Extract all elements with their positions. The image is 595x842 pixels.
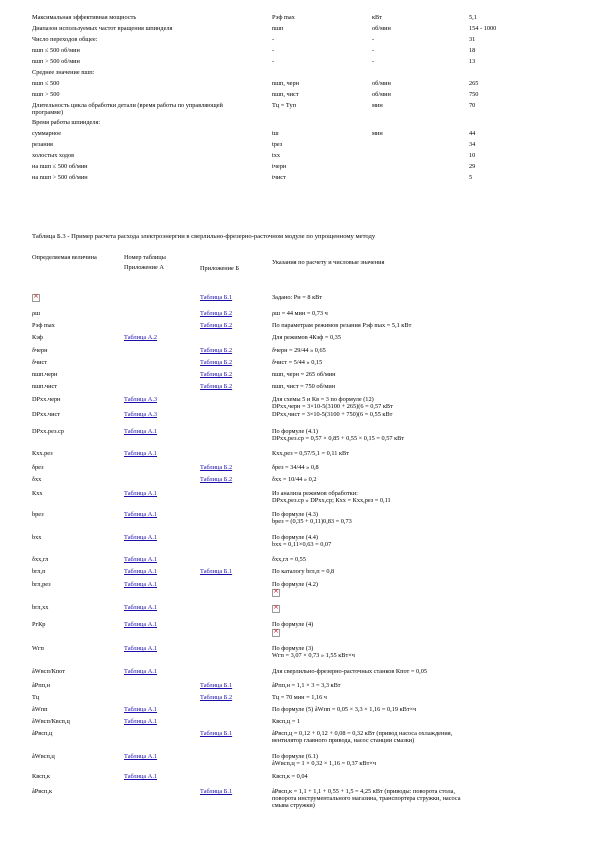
param-name: резания: [32, 141, 53, 148]
table-ref-appendix-a[interactable]: Таблица А.1: [124, 753, 158, 760]
instruction-line: По формуле (4.3): [272, 511, 318, 518]
instruction-line: DPхх,рез.ср » DPхх,ср; Кхх = Кхх,рез = 0,11: [272, 497, 391, 505]
calc-instructions: [272, 511, 572, 525]
param-name: суммарное: [32, 130, 62, 137]
quantity-symbol: Кхх.рез: [32, 450, 53, 457]
table-ref-appendix-b[interactable]: Таблица Б.2: [200, 694, 233, 701]
calc-instructions: [272, 773, 572, 780]
broken-image-icon: [32, 294, 40, 302]
instruction-line: По формуле (6.1): [272, 753, 318, 760]
table-ref-appendix-a[interactable]: Таблица А.1: [124, 604, 158, 611]
instruction-line: nшп, чист = 750 об/мин: [272, 383, 336, 390]
table-ref-appendix-b[interactable]: Таблица Б.1: [200, 568, 233, 575]
param-name: nшп ≤ 500 об/мин: [32, 47, 80, 54]
quantity-symbol: åWвсп/Квсп,ц: [32, 718, 70, 725]
instruction-line: δрез = 34/44 » 0,8: [272, 464, 319, 471]
param-name: на nшп > 500 об/мин: [32, 174, 88, 181]
param-unit: мин: [372, 102, 383, 109]
calc-instructions: [272, 383, 572, 390]
instruction-line: Квсп,к = 0,04: [272, 773, 308, 780]
param-value: 44: [469, 130, 476, 137]
param-name: на nшп ≤ 500 об/мин: [32, 163, 88, 170]
param-value: 29: [469, 163, 476, 170]
instruction-line: По формуле (4): [272, 621, 314, 628]
instruction-line: По формуле (5) åWпп = 0,05 × 3,3 × 1,16 = 0,19 кВт×ч: [272, 706, 417, 713]
calc-instructions: [272, 322, 572, 329]
instruction-line: DPхх,рез.ср = 0,57 × 0,85 + 0,55 × 0,15 = 0,57 кВт: [272, 435, 405, 443]
quantity-symbol: nшп.черн: [32, 371, 58, 378]
param-symbol: tрез: [272, 141, 283, 148]
instruction-line: nшп, черн = 265 об/мин: [272, 371, 336, 378]
instruction-line: Wгп = 3,07 × 0,73 » 1,55 кВт×ч: [272, 652, 355, 660]
quantity-symbol: åРвсп,ц: [32, 730, 53, 737]
param-value: 70: [469, 102, 476, 109]
header-quantity: Определяемая величина: [32, 254, 97, 261]
instruction-line: Задано: Рн = 8 кВт: [272, 294, 323, 301]
table-ref-appendix-b[interactable]: Таблица Б.2: [200, 476, 233, 483]
table-ref-appendix-b[interactable]: Таблица Б.1: [200, 730, 233, 737]
quantity-symbol: δхх: [32, 476, 42, 483]
table-ref-appendix-b[interactable]: Таблица Б.2: [200, 310, 233, 317]
header-appendix-b: [200, 265, 239, 272]
instruction-line: По каталогу bгл,п = 0,8: [272, 568, 335, 575]
param-name: Максимальная эффективная мощность: [32, 14, 137, 21]
instruction-line: По формуле (4.2): [272, 581, 318, 588]
quantity-symbol: åРвсп,к: [32, 788, 53, 795]
calc-instructions: [272, 490, 572, 504]
table-ref-appendix-a[interactable]: Таблица А.1: [124, 428, 158, 435]
calc-instructions: [272, 568, 572, 575]
calc-instructions: [272, 718, 572, 725]
table-b3-caption: Таблица Б.3 - Пример расчета расхода электроэнергии в сверлильно-фрезерно-расточном модуле по упрощенному методу: [32, 233, 376, 240]
quantity-symbol: åРпп,н: [32, 682, 50, 689]
param-unit: об/мин: [372, 91, 391, 98]
quantity-symbol: PгКр: [32, 621, 46, 628]
calc-instructions: [272, 534, 572, 548]
table-ref-appendix-a[interactable]: Таблица А.1: [124, 773, 158, 780]
quantity-symbol: DPхх.чист: [32, 411, 61, 418]
instruction-line: åРпп,н = 1,1 × 3 = 3,3 кВт: [272, 682, 341, 689]
param-name: Диапазон используемых частот вращения шпинделя: [32, 25, 173, 32]
calc-instructions: [272, 753, 572, 767]
calc-instructions: [272, 621, 572, 637]
instruction-line: По формуле (4.4): [272, 534, 318, 541]
quantity-symbol: bгл,рез: [32, 581, 51, 588]
param-symbol: nшп: [272, 25, 284, 32]
instruction-line: По формуле (3): [272, 645, 314, 652]
instruction-line: По формуле (4.1): [272, 428, 318, 435]
header-appendix-a-text: Приложение А: [124, 264, 164, 271]
param-name: nшп ≤ 500: [32, 80, 60, 87]
quantity-symbol: ρш: [32, 310, 40, 317]
broken-image-icon: [272, 629, 280, 637]
table-ref-appendix-b[interactable]: Таблица Б.2: [200, 383, 233, 390]
param-name: Длительность цикла обработки детали (время работы по управляющей программе): [32, 102, 223, 117]
quantity-symbol: DPхх.черн: [32, 396, 61, 403]
calc-instructions: [272, 347, 572, 354]
calc-instructions: [272, 396, 572, 410]
quantity-symbol: åWвсп/Кпот: [32, 668, 65, 675]
instruction-line: Для сверлильно-фрезерно-расточных станков Кпот = 0,05: [272, 668, 427, 675]
param-name: холостых ходов: [32, 152, 75, 159]
param-symbol: -: [272, 36, 275, 43]
quantity-image: [32, 294, 40, 302]
param-symbol: Тц = Туп: [272, 102, 296, 109]
instruction-line: bрез = (0,35 + 0,11)0,83 = 0,73: [272, 518, 352, 526]
table-ref-appendix-a[interactable]: Таблица А.1: [124, 645, 158, 652]
table-ref-appendix-b[interactable]: Таблица Б.1: [200, 294, 233, 301]
header-appendix-a: [124, 264, 164, 271]
calc-instructions: [272, 556, 572, 563]
table-ref-appendix-b[interactable]: Таблица Б.2: [200, 359, 233, 366]
quantity-symbol: δхх,гл: [32, 556, 49, 563]
param-symbol: tш: [272, 130, 279, 137]
table-ref-appendix-a[interactable]: Таблица А.1: [124, 706, 158, 713]
param-name: Число переходов общее:: [32, 36, 98, 43]
quantity-symbol: δчерн: [32, 347, 48, 354]
calc-instructions: [272, 706, 572, 713]
instruction-line: åРвсп,к = 1,1 + 1,1 + 0,55 + 1,5 = 4,25 кВт (приводы: поворота стола,: [272, 788, 456, 795]
quantity-symbol: bгл,п: [32, 568, 46, 575]
formula-image: [272, 589, 572, 597]
param-symbol: tчерн: [272, 163, 287, 170]
table-ref-appendix-b[interactable]: Таблица Б.2: [200, 322, 233, 329]
instruction-line: åРвсп,ц = 0,12 + 0,12 + 0,08 = 0,32 кВт (привод насоса охлаждения,: [272, 730, 453, 737]
instruction-line: Тц = 70 мин = 1,16 ч: [272, 694, 327, 701]
instruction-line: δчист = 5/44 » 0,15: [272, 359, 323, 366]
calc-instructions: [272, 294, 572, 301]
param-unit: -: [372, 47, 375, 54]
instruction-line: поворота инструментального магазина, транспортера стружки, насоса: [272, 795, 461, 803]
table-ref-appendix-a[interactable]: Таблица А.1: [124, 668, 158, 675]
table-ref-appendix-a[interactable]: Таблица А.1: [124, 490, 158, 497]
param-symbol: nшп, чист: [272, 91, 299, 98]
table-ref-appendix-a[interactable]: Таблица А.3: [124, 396, 158, 403]
param-value: 13: [469, 58, 476, 65]
param-value: 10: [469, 152, 476, 159]
instruction-line: δчерн = 29/44 » 0,65: [272, 347, 326, 354]
instruction-line: DPхх,чист = 3×10-5(3100 + 750)(6 = 0,55 кВт: [272, 411, 393, 418]
param-value: 265: [469, 80, 479, 87]
param-unit: об/мин: [372, 80, 391, 87]
calc-instructions: [272, 359, 572, 366]
instruction-line: ρш = 44 мин = 0,73 ч: [272, 310, 328, 317]
calc-instructions: [272, 668, 572, 675]
param-name: nшп > 500 об/мин: [32, 58, 80, 65]
header-appendix-b-text: Приложение Б: [200, 265, 239, 272]
quantity-symbol: bгл,хх: [32, 604, 49, 611]
broken-image-icon: [272, 589, 280, 597]
table-ref-appendix-b[interactable]: Таблица Б.1: [200, 682, 233, 689]
calc-instructions: [272, 645, 572, 659]
table-b3-header: [32, 254, 572, 284]
table-ref-appendix-a[interactable]: Таблица А.1: [124, 556, 158, 563]
quantity-symbol: δрез: [32, 464, 44, 471]
instruction-line: DPхх,черн = 3×10-5(3100 + 265)(6 = 0,57 кВт: [272, 403, 393, 411]
instruction-line: вентилятор главного привода, насос станции смазки): [272, 737, 415, 745]
calc-instructions: [272, 682, 572, 689]
calc-instructions: [272, 788, 572, 810]
quantity-symbol: DPхх.рез.ср: [32, 428, 64, 435]
calc-instructions: [272, 604, 572, 613]
instruction-line: смыва стружки): [272, 802, 315, 810]
table-ref-appendix-a[interactable]: Таблица А.1: [124, 581, 158, 588]
quantity-symbol: Кхх: [32, 490, 43, 497]
table-ref-appendix-a[interactable]: Таблица А.1: [124, 450, 158, 457]
instruction-line: bхх = 0,11×0,63 = 0,07: [272, 541, 332, 549]
param-unit: мин: [372, 130, 383, 137]
table-ref-appendix-a[interactable]: Таблица А.3: [124, 411, 158, 418]
param-value: 750: [469, 91, 479, 98]
calc-instructions: [272, 694, 572, 701]
quantity-symbol: Квсп,к: [32, 773, 50, 780]
table-ref-appendix-b[interactable]: Таблица Б.2: [200, 464, 233, 471]
calc-instructions: [272, 730, 572, 744]
quantity-symbol: bрез: [32, 511, 44, 518]
instruction-line: Кхх,рез = 0,57/5,1 = 0,11 кВт: [272, 450, 349, 457]
calc-instructions: [272, 411, 572, 418]
quantity-symbol: nшп.чист: [32, 383, 58, 390]
table-ref-appendix-b[interactable]: Таблица Б.1: [200, 788, 233, 795]
instruction-line: По параметрам режимов резания Рэф max = 5,1 кВт: [272, 322, 412, 329]
param-name: Среднее значение nшп:: [32, 69, 95, 76]
quantity-symbol: bхх: [32, 534, 42, 541]
table-ref-appendix-a[interactable]: Таблица А.1: [124, 568, 158, 575]
param-symbol: -: [272, 47, 275, 54]
instruction-line: Квсп,ц = 1: [272, 718, 301, 725]
param-unit: -: [372, 36, 375, 43]
quantity-symbol: åWпп: [32, 706, 48, 713]
calc-instructions: [272, 450, 572, 457]
param-symbol: tхх: [272, 152, 281, 159]
instruction-line: δхх = 10/44 » 0,2: [272, 476, 317, 483]
formula-image: [272, 605, 572, 613]
param-value: 31: [469, 36, 476, 43]
table-ref-appendix-a[interactable]: Таблица А.1: [124, 534, 158, 541]
param-value: 5: [469, 174, 473, 181]
param-unit: кВт: [372, 14, 383, 21]
calc-instructions: [272, 371, 572, 378]
broken-image-icon: [272, 605, 280, 613]
param-value: 5,1: [469, 14, 477, 21]
param-name: Время работы шпинделя:: [32, 119, 101, 126]
calc-instructions: [272, 334, 572, 341]
instruction-line: åWвсп,ц = 1 × 0,32 × 1,16 = 0,37 кВт×ч: [272, 760, 377, 768]
table-ref-appendix-a[interactable]: Таблица А.2: [124, 334, 158, 341]
calc-instructions: [272, 581, 572, 597]
quantity-symbol: Рэф max: [32, 322, 55, 329]
instruction-line: Для схемы 5 и Кв = 3 по формуле (12): [272, 396, 374, 403]
quantity-symbol: Тц: [32, 694, 40, 701]
table-ref-appendix-a[interactable]: Таблица А.1: [124, 621, 158, 628]
quantity-symbol: Кэф: [32, 334, 43, 341]
param-symbol: -: [272, 58, 275, 65]
calc-instructions: [272, 428, 572, 442]
calc-instructions: [272, 476, 572, 483]
param-unit: об/мин: [372, 25, 391, 32]
table-ref-appendix-b[interactable]: Таблица Б.2: [200, 347, 233, 354]
quantity-symbol: δчист: [32, 359, 48, 366]
header-table-number: Номер таблицы: [124, 254, 166, 261]
param-value: 34: [469, 141, 476, 148]
quantity-symbol: åWвсп,ц: [32, 753, 55, 760]
param-unit: -: [372, 58, 375, 65]
param-value: 154 - 1000: [469, 25, 497, 32]
table-ref-appendix-a[interactable]: Таблица А.1: [124, 718, 158, 725]
instruction-line: Из анализа режимов обработки:: [272, 490, 358, 497]
table-ref-appendix-b[interactable]: Таблица Б.2: [200, 371, 233, 378]
calc-instructions: [272, 310, 572, 317]
table-ref-appendix-a[interactable]: Таблица А.1: [124, 511, 158, 518]
param-symbol: Рэф max: [272, 14, 295, 21]
param-symbol: tчист: [272, 174, 286, 181]
quantity-symbol: Wгп: [32, 645, 44, 652]
param-name: nшп > 500: [32, 91, 60, 98]
instruction-line: Для режимов 4Кэф = 0,35: [272, 334, 341, 341]
param-symbol: nшп, черн: [272, 80, 299, 87]
instruction-line: δхх,гл = 0,55: [272, 556, 306, 563]
param-value: 18: [469, 47, 476, 54]
calc-instructions: [272, 464, 572, 471]
header-instructions: Указания по расчету и числовые значения: [272, 259, 385, 266]
formula-image: [272, 629, 572, 637]
